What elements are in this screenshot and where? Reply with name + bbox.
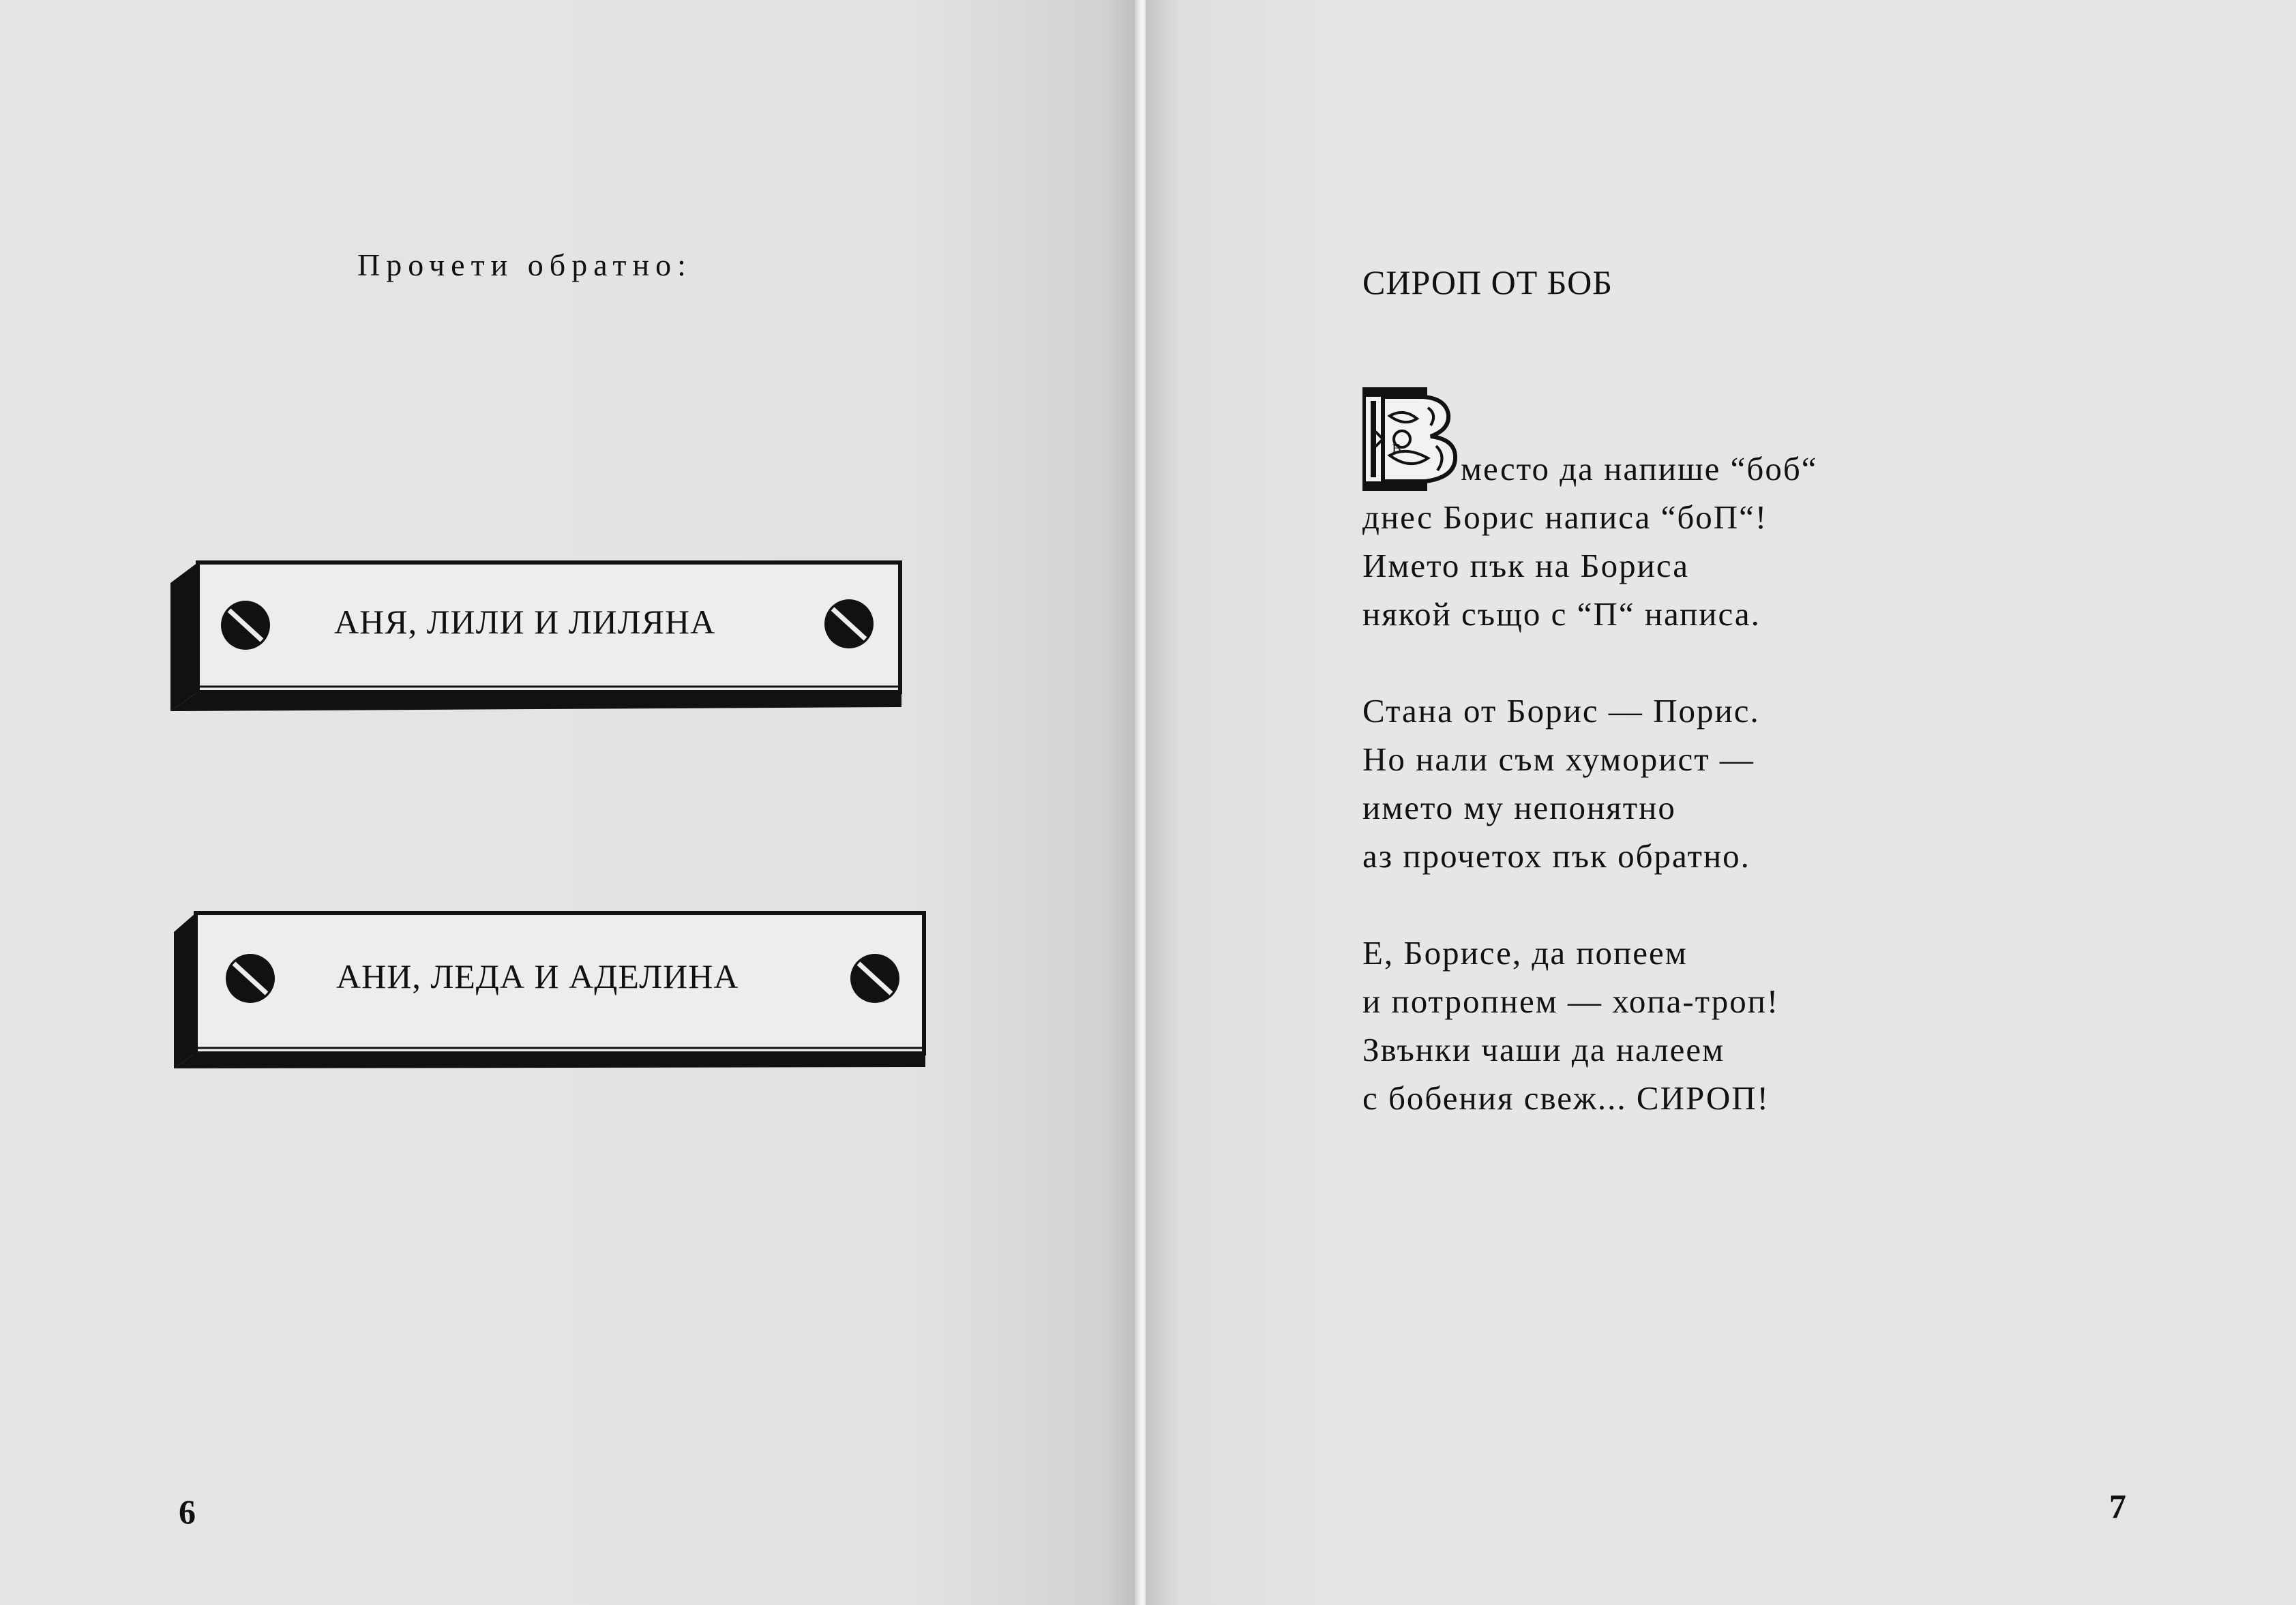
- poem-line: и потропнем — хопа-троп!: [1362, 982, 1780, 1020]
- poem-line: с бобения свеж... СИРОП!: [1362, 1079, 1770, 1117]
- poem-title: СИРОП ОТ БОБ: [1362, 263, 1613, 301]
- plaque-label: АНЯ, ЛИЛИ И ЛИЛЯНА: [334, 603, 716, 641]
- plaque-label: АНИ, ЛЕДА И АДЕЛИНА: [336, 957, 739, 995]
- poem-line: Но нали съм хуморист —: [1362, 740, 1755, 778]
- poem-line: место да напише “боб“: [1461, 450, 1818, 487]
- poem-line: Е, Борисе, да попеем: [1362, 934, 1688, 972]
- page-number: 7: [2109, 1487, 2126, 1525]
- screw-icon: [221, 601, 270, 650]
- poem-line: Звънки чаши да налеем: [1362, 1031, 1725, 1068]
- poem-line: Стана от Борис — Порис.: [1362, 692, 1760, 730]
- plaque: [170, 556, 907, 723]
- screw-icon: [850, 954, 899, 1003]
- poem-line: днес Борис написа “боП“!: [1362, 498, 1768, 536]
- poem-line: Името пък на Бориса: [1362, 547, 1689, 584]
- page-number: 6: [179, 1492, 196, 1531]
- poem-line: аз прочетох пък обратно.: [1362, 837, 1750, 875]
- screw-icon: [226, 954, 275, 1003]
- left-page: [0, 0, 1139, 1605]
- poem-stanza: [1362, 445, 2044, 638]
- poem-stanza: [1362, 929, 2044, 1122]
- poem-line: някой също с “П“ написа.: [1362, 595, 1761, 633]
- instruction-text: Прочети обратно:: [357, 247, 692, 282]
- svg-text:В: В: [1392, 441, 1401, 456]
- poem-body: [1362, 445, 2044, 1171]
- poem-stanza: [1362, 687, 2044, 880]
- poem-line: името му непонятно: [1362, 789, 1676, 826]
- plaque: [174, 910, 931, 1081]
- screw-icon: [824, 599, 874, 648]
